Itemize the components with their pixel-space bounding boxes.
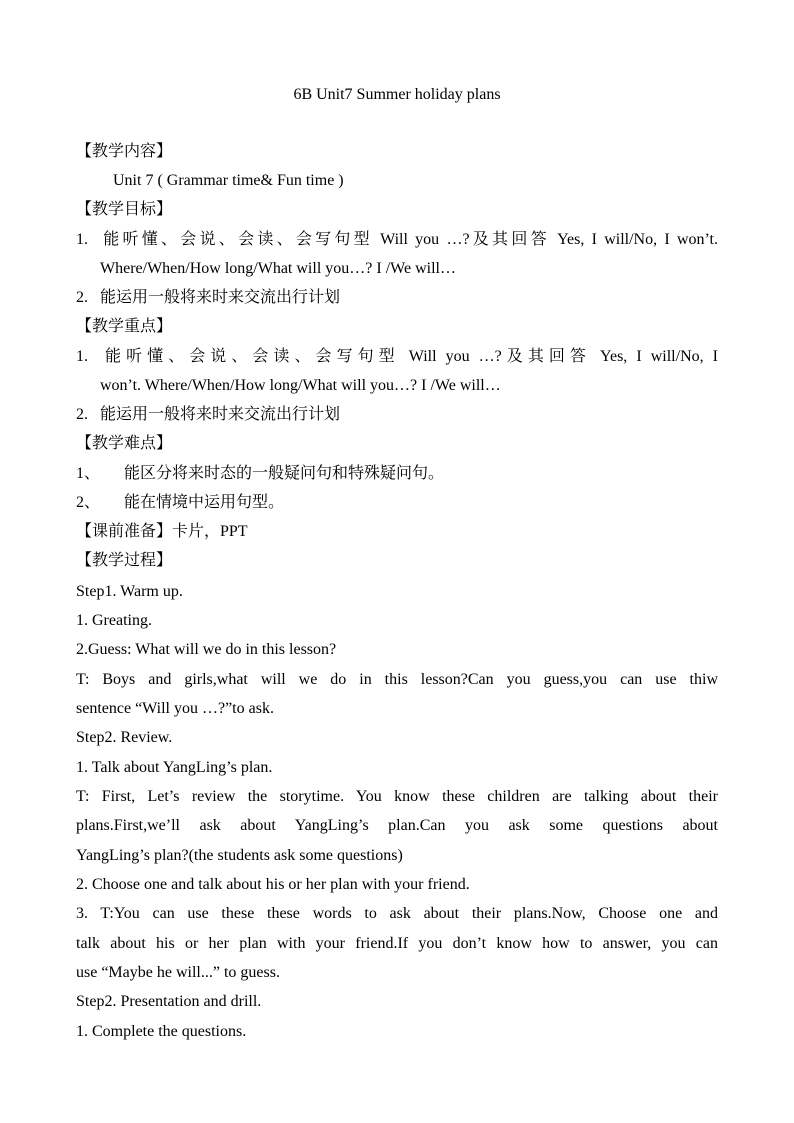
key-item-1-text: 能听懂、会说、会读、会写句型 Will you …?及其回答 Yes, I will/No, I xyxy=(100,348,718,365)
step1-item-1: 1. Greating. xyxy=(76,612,152,629)
page-title: 6B Unit7 Summer holiday plans xyxy=(293,86,501,103)
goals-item-1 xyxy=(76,229,718,251)
difficulty-item-1-number: 1、 xyxy=(76,465,101,482)
key-item-2-number: 2. xyxy=(76,406,88,423)
goals-header: 【教学目标】 xyxy=(76,201,173,218)
difficulty-item-1-text: 能区分将来时态的一般疑问句和特殊疑问句。 xyxy=(124,465,445,482)
step2-item-3-line-3: use “Maybe he will...” to guess. xyxy=(76,964,280,981)
goals-item-1-continued: Where/When/How long/What will you…? I /We will… xyxy=(100,260,456,277)
goals-item-1-text: 能听懂、会说、会读、会写句型 Will you …?及其回答 Yes, I will/No, I won’t. xyxy=(100,231,718,248)
difficulty-header: 【教学难点】 xyxy=(76,435,173,452)
step2-item-2: 2. Choose one and talk about his or her plan with your friend. xyxy=(76,876,470,893)
content-header: 【教学内容】 xyxy=(76,143,173,160)
key-item-2-text: 能运用一般将来时来交流出行计划 xyxy=(100,406,341,423)
key-header: 【教学重点】 xyxy=(76,318,173,335)
content-line: Unit 7 ( Grammar time& Fun time ) xyxy=(113,172,344,189)
step1-item-2: 2.Guess: What will we do in this lesson? xyxy=(76,641,337,658)
step3-heading: Step2. Presentation and drill. xyxy=(76,993,262,1010)
goals-item-1-number: 1. xyxy=(76,231,88,248)
step2-teacher-line-2: plans.First,we’ll ask about YangLing’s plan.Can you ask some questions about xyxy=(76,817,718,834)
step3-item-1: 1. Complete the questions. xyxy=(76,1023,247,1040)
difficulty-item-2 xyxy=(76,492,718,514)
step2-item-1: 1. Talk about YangLing’s plan. xyxy=(76,759,273,776)
goals-item-2-text: 能运用一般将来时来交流出行计划 xyxy=(100,289,341,306)
difficulty-item-2-text: 能在情境中运用句型。 xyxy=(124,494,285,511)
key-item-1-continued: won’t. Where/When/How long/What will you…? I /We will… xyxy=(100,377,501,394)
process-header: 【教学过程】 xyxy=(76,552,173,569)
step2-item-3-line-2: talk about his or her plan with your friend.If you don’t know how to answer, you can xyxy=(76,935,718,952)
step2-item-3-line-1: 3. T:You can use these these words to ask about their plans.Now, Choose one and xyxy=(76,905,718,922)
step2-teacher-line-3: YangLing’s plan?(the students ask some questions) xyxy=(76,847,403,864)
step1-heading: Step1. Warm up. xyxy=(76,583,183,600)
difficulty-item-2-number: 2、 xyxy=(76,494,101,511)
goals-item-2 xyxy=(76,287,718,309)
step1-teacher-line-2: sentence “Will you …?”to ask. xyxy=(76,700,274,717)
key-item-1-number: 1. xyxy=(76,348,88,365)
goals-item-2-number: 2. xyxy=(76,289,88,306)
step2-heading: Step2. Review. xyxy=(76,729,173,746)
key-item-2 xyxy=(76,404,718,426)
difficulty-item-1 xyxy=(76,463,718,485)
key-item-1 xyxy=(76,346,718,368)
step1-teacher-line-1: T: Boys and girls,what will we do in this lesson?Can you guess,you can use thiw xyxy=(76,671,718,688)
preparation-line: 【课前准备】卡片，PPT xyxy=(76,523,248,540)
step2-teacher-line-1: T: First, Let’s review the storytime. You know these children are talking about their xyxy=(76,788,718,805)
